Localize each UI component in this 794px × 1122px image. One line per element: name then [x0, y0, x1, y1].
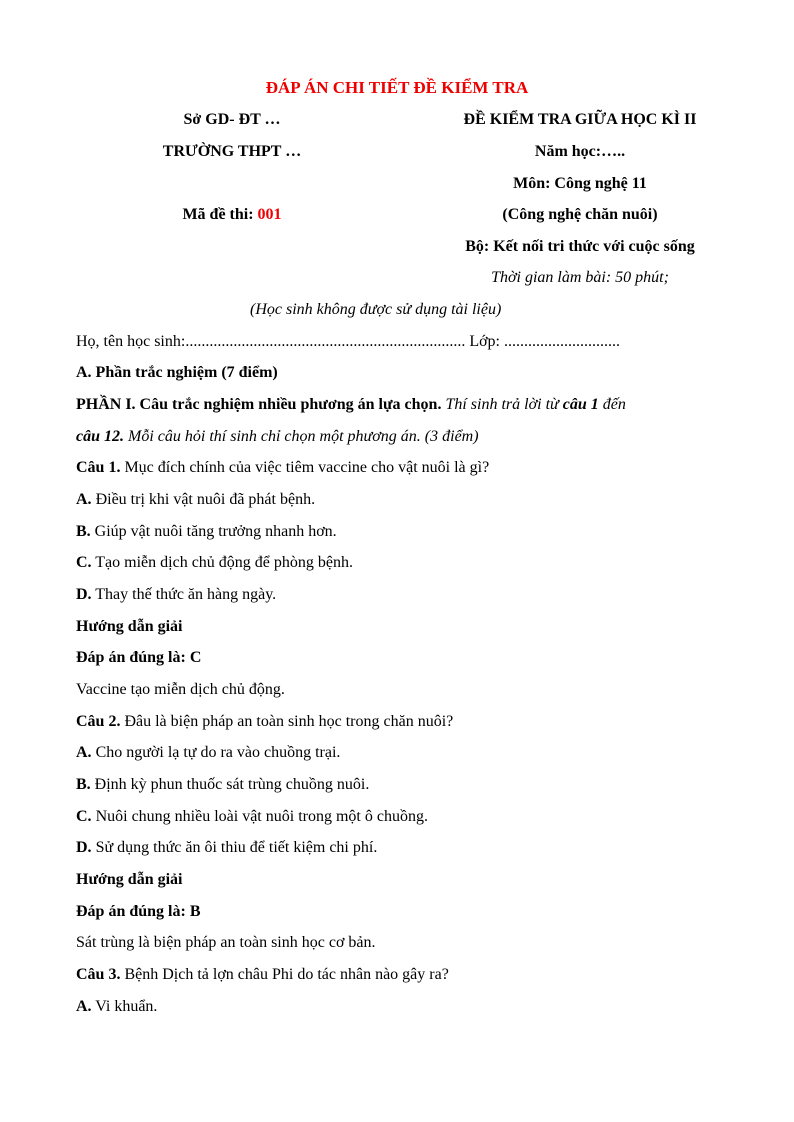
exam-code-value: 001 [257, 206, 282, 223]
option-d [76, 585, 276, 605]
option-text: Định kỳ phun thuốc sát trùng chuồng nuôi. [90, 776, 370, 793]
option-d [76, 838, 377, 858]
option-text: Sử dụng thức ăn ôi thiu để tiết kiệm chi phí. [91, 839, 378, 856]
option-text: Cho người lạ tự do ra vào chuồng trại. [91, 744, 341, 761]
option-b [76, 775, 369, 795]
part1-instructions [76, 427, 479, 447]
part1-heading [76, 395, 626, 415]
option-text: Điều trị khi vật nuôi đã phát bệnh. [91, 491, 316, 508]
option-letter: B. [76, 776, 91, 793]
correct-answer: Đáp án đúng là: B [76, 903, 201, 920]
part1-instr-text: Thí sinh trả lời từ [441, 396, 563, 413]
option-letter: D. [76, 586, 92, 603]
option-text: Nuôi chung nhiều loài vật nuôi trong một ô chuồng. [91, 808, 428, 825]
question-1 [76, 458, 489, 478]
part1-instr-bold: câu 12. [76, 428, 124, 445]
option-text: Vi khuẩn. [91, 998, 158, 1015]
explanation: Sát trùng là biện pháp an toàn sinh học cơ bản. [76, 934, 376, 951]
document-title: ĐÁP ÁN CHI TIẾT ĐỀ KIỂM TRA [265, 78, 529, 97]
no-materials-note: (Học sinh không được sử dụng tài liệu) [250, 301, 502, 318]
option-letter: C. [76, 554, 92, 571]
option-letter: A. [76, 491, 92, 508]
option-letter: B. [76, 523, 91, 540]
correct-answer: Đáp án đúng là: C [76, 649, 202, 666]
exam-name: ĐỀ KIỂM TRA GIỮA HỌC KÌ II [463, 111, 697, 128]
option-text: Tạo miễn dịch chủ động để phòng bệnh. [91, 554, 353, 571]
subject: Môn: Công nghệ 11 [513, 175, 647, 192]
book-series: Bộ: Kết nối tri thức với cuộc sống [465, 238, 695, 255]
duration: Thời gian làm bài: 50 phút; [491, 269, 669, 286]
option-letter: D. [76, 839, 92, 856]
option-text: Thay thế thức ăn hàng ngày. [91, 586, 277, 603]
explanation: Vaccine tạo miễn dịch chủ động. [76, 681, 285, 698]
option-c [76, 807, 428, 827]
option-b [76, 522, 337, 542]
question-text: Bệnh Dịch tả lợn châu Phi do tác nhân nào gây ra? [120, 966, 449, 983]
part1-instr-text: Mỗi câu hỏi thí sinh chỉ chọn một phương án. (3 điểm) [124, 428, 479, 445]
department-label: Sở GD- ĐT … [183, 111, 281, 128]
guide-heading: Hướng dẫn giải [76, 618, 183, 635]
option-letter: A. [76, 744, 92, 761]
option-letter: A. [76, 998, 92, 1015]
part1-instr-bold: câu 1 [562, 396, 599, 413]
part1-instr-text: đến [598, 396, 626, 413]
school-year: Năm học:….. [534, 143, 626, 160]
section-a-heading: A. Phần trắc nghiệm (7 điểm) [76, 364, 278, 381]
option-letter: C. [76, 808, 92, 825]
question-label: Câu 2. [76, 713, 121, 730]
school-label: TRƯỜNG THPT … [162, 143, 302, 160]
subject-sub: (Công nghệ chăn nuôi) [502, 206, 658, 223]
question-text: Mục đích chính của việc tiêm vaccine cho vật nuôi là gì? [120, 459, 490, 476]
question-2 [76, 712, 453, 732]
option-text: Giúp vật nuôi tăng trưởng nhanh hơn. [90, 523, 337, 540]
option-a [76, 490, 315, 510]
question-label: Câu 1. [76, 459, 121, 476]
question-label: Câu 3. [76, 966, 121, 983]
option-c [76, 553, 353, 573]
part1-title: PHẦN I. Câu trắc nghiệm nhiều phương án lựa chọn. [76, 396, 442, 413]
student-info-line: Họ, tên học sinh:...................................................................... Lớp: ............................. [76, 333, 620, 350]
question-text: Đâu là biện pháp an toàn sinh học trong chăn nuôi? [120, 713, 454, 730]
option-a [76, 997, 157, 1017]
option-a [76, 743, 340, 763]
exam-code [112, 205, 352, 225]
guide-heading: Hướng dẫn giải [76, 871, 183, 888]
question-3 [76, 965, 449, 985]
exam-code-label: Mã đề thi: [182, 206, 258, 223]
